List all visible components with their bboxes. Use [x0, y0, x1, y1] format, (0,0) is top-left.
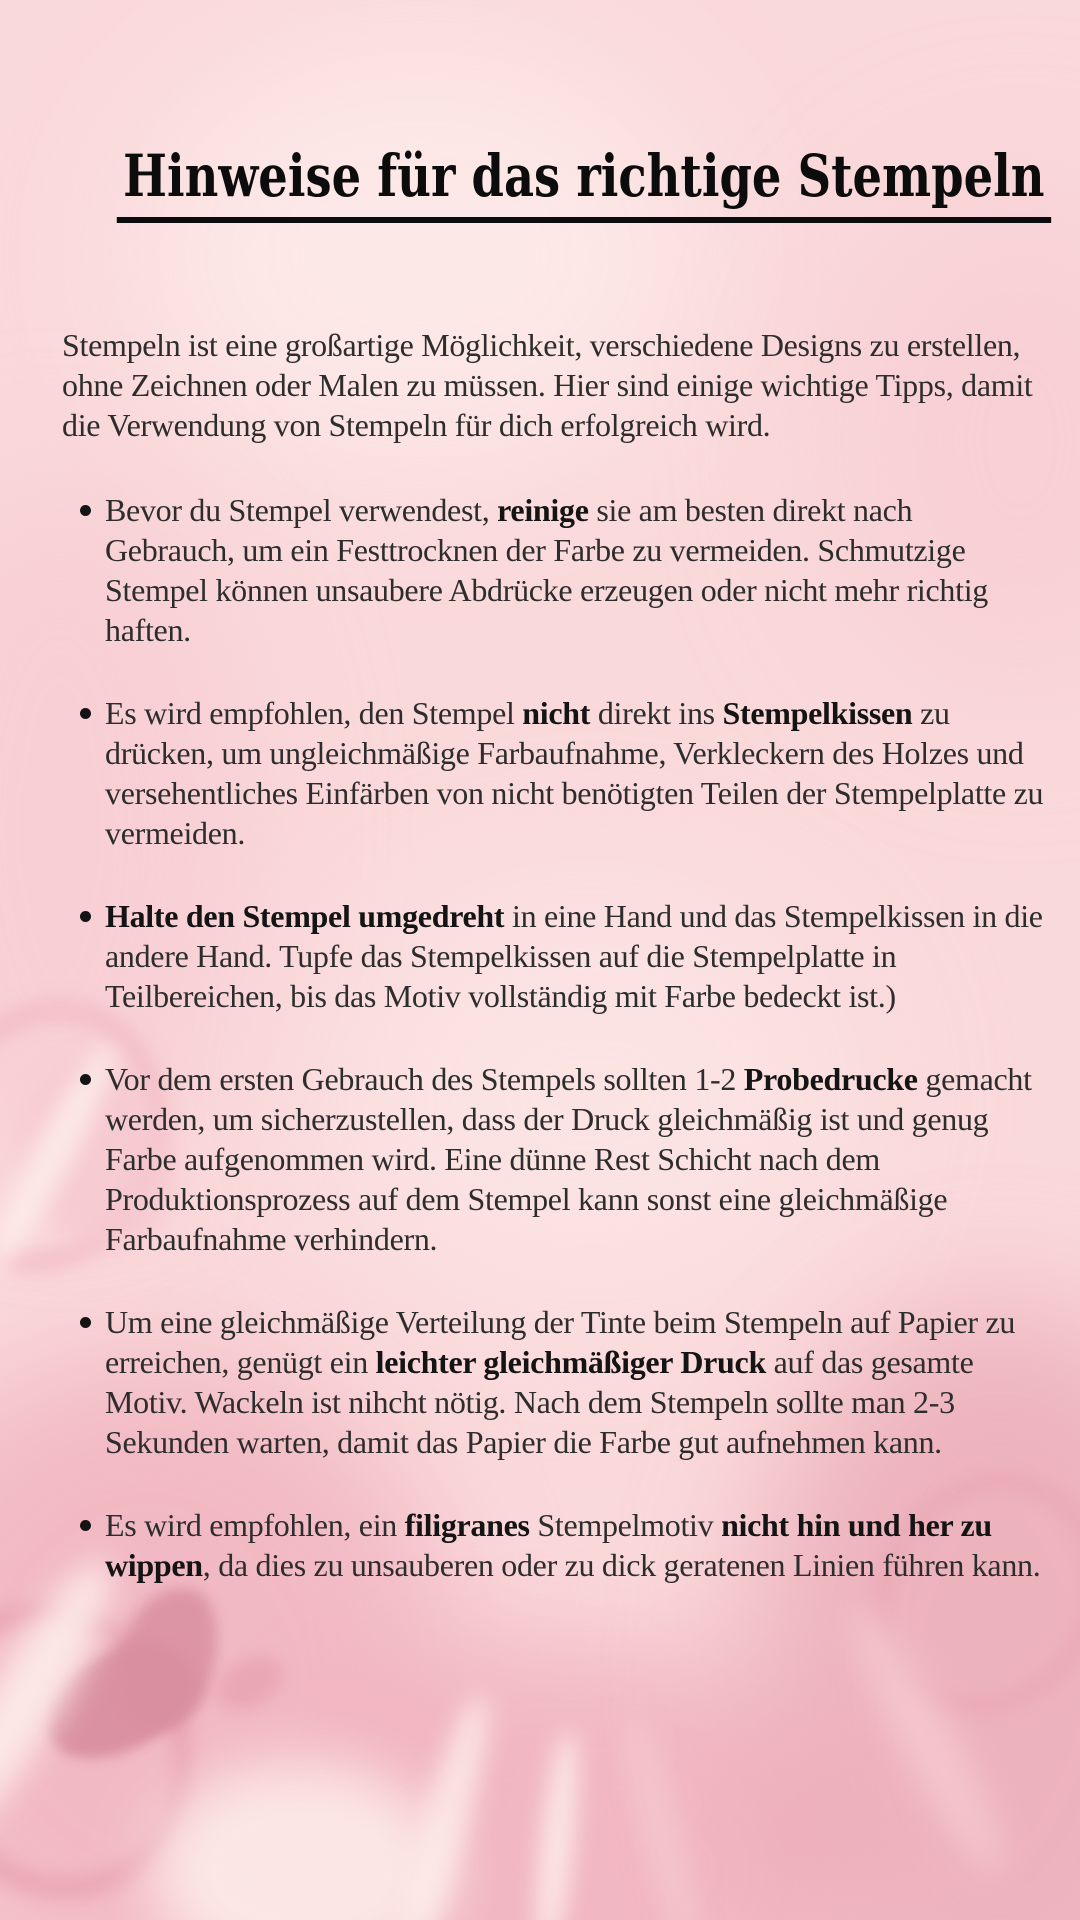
list-item [62, 1302, 1046, 1462]
list-item-text: zu drücken, um ungleichmäßige Farbaufnahme, Verkleckern des Holzes und versehentliches Einfärben von nicht benötigten Teilen der Stempelplatte zu vermeiden. [105, 694, 1044, 851]
list-item-text: auf das gesamte Motiv. Wackeln ist nihcht nötig. Nach dem Stempeln sollte man 2-3 Sekunden warten, damit das Papier die Farbe gut aufnehmen kann. [105, 1343, 974, 1460]
list-item-text-bold: Stempelkissen [722, 694, 913, 731]
list-item [62, 490, 1046, 650]
list-item-text-bold: Probedrucke [743, 1060, 918, 1097]
list-item [62, 1059, 1046, 1259]
list-item-text-bold: nicht [522, 694, 591, 731]
intro-paragraph: Stempeln ist eine großartige Möglichkeit, verschiedene Designs zu erstellen, ohne Zeichnen oder Malen zu müssen. Hier sind einige wichtige Tipps, damit die Verwendung von Stempeln für dich erfolgreich wird. [62, 326, 1033, 443]
list-item [62, 896, 1046, 1016]
list-item [62, 1505, 1046, 1585]
list-item-text: sie am besten direkt nach Gebrauch, um ein Festtrocknen der Farbe zu vermeiden. Schmutzige Stempel können unsaubere Abdrücke erzeugen oder nicht mehr richtig haften. [105, 491, 988, 648]
list-item-text-bold: leichter gleichmäßiger Druck [375, 1343, 766, 1380]
list-item-text-bold: Halte den Stempel umgedreht [105, 897, 505, 934]
list-item-text: Stempelmotiv [529, 1506, 722, 1543]
list-item-text: Vor dem ersten Gebrauch des Stempels sollten 1-2 [105, 1060, 744, 1097]
list-item-text-bold: reinige [497, 491, 589, 528]
list-item-text: Es wird empfohlen, den Stempel [105, 694, 523, 731]
list-item-text: gemacht werden, um sicherzustellen, dass der Druck gleichmäßig ist und genug Farbe aufgenommen wird. Eine dünne Rest Schicht nach dem Produktionsprozess auf dem Stempel kann sonst eine gleichmäßige Farbaufnahme verhindern. [105, 1060, 1032, 1257]
tips-list [62, 490, 1046, 1585]
page-title: Hinweise für das richtige Stempeln [117, 143, 1051, 223]
list-item-text: in eine Hand und das Stempelkissen in die andere Hand. Tupfe das Stempelkissen auf die Stempelplatte in Teilbereichen, bis das Motiv vollständig mit Farbe bedeckt ist.) [105, 897, 1043, 1014]
list-item-text-bold: filigranes [404, 1506, 530, 1543]
list-item-text: Um eine gleichmäßige Verteilung der Tinte beim Stempeln auf Papier zu erreichen, genügt ein [105, 1303, 1016, 1380]
list-item [62, 693, 1046, 853]
list-item-text: Bevor du Stempel verwendest, [105, 491, 498, 528]
list-item-text: , da dies zu unsauberen oder zu dick geratenen Linien führen kann. [202, 1546, 1041, 1583]
list-item-text-bold: nicht hin und her zu wippen [105, 1506, 992, 1583]
title-block [0, 0, 1080, 262]
list-item-text: Es wird empfohlen, ein [105, 1506, 405, 1543]
list-item-text: direkt ins [590, 694, 723, 731]
